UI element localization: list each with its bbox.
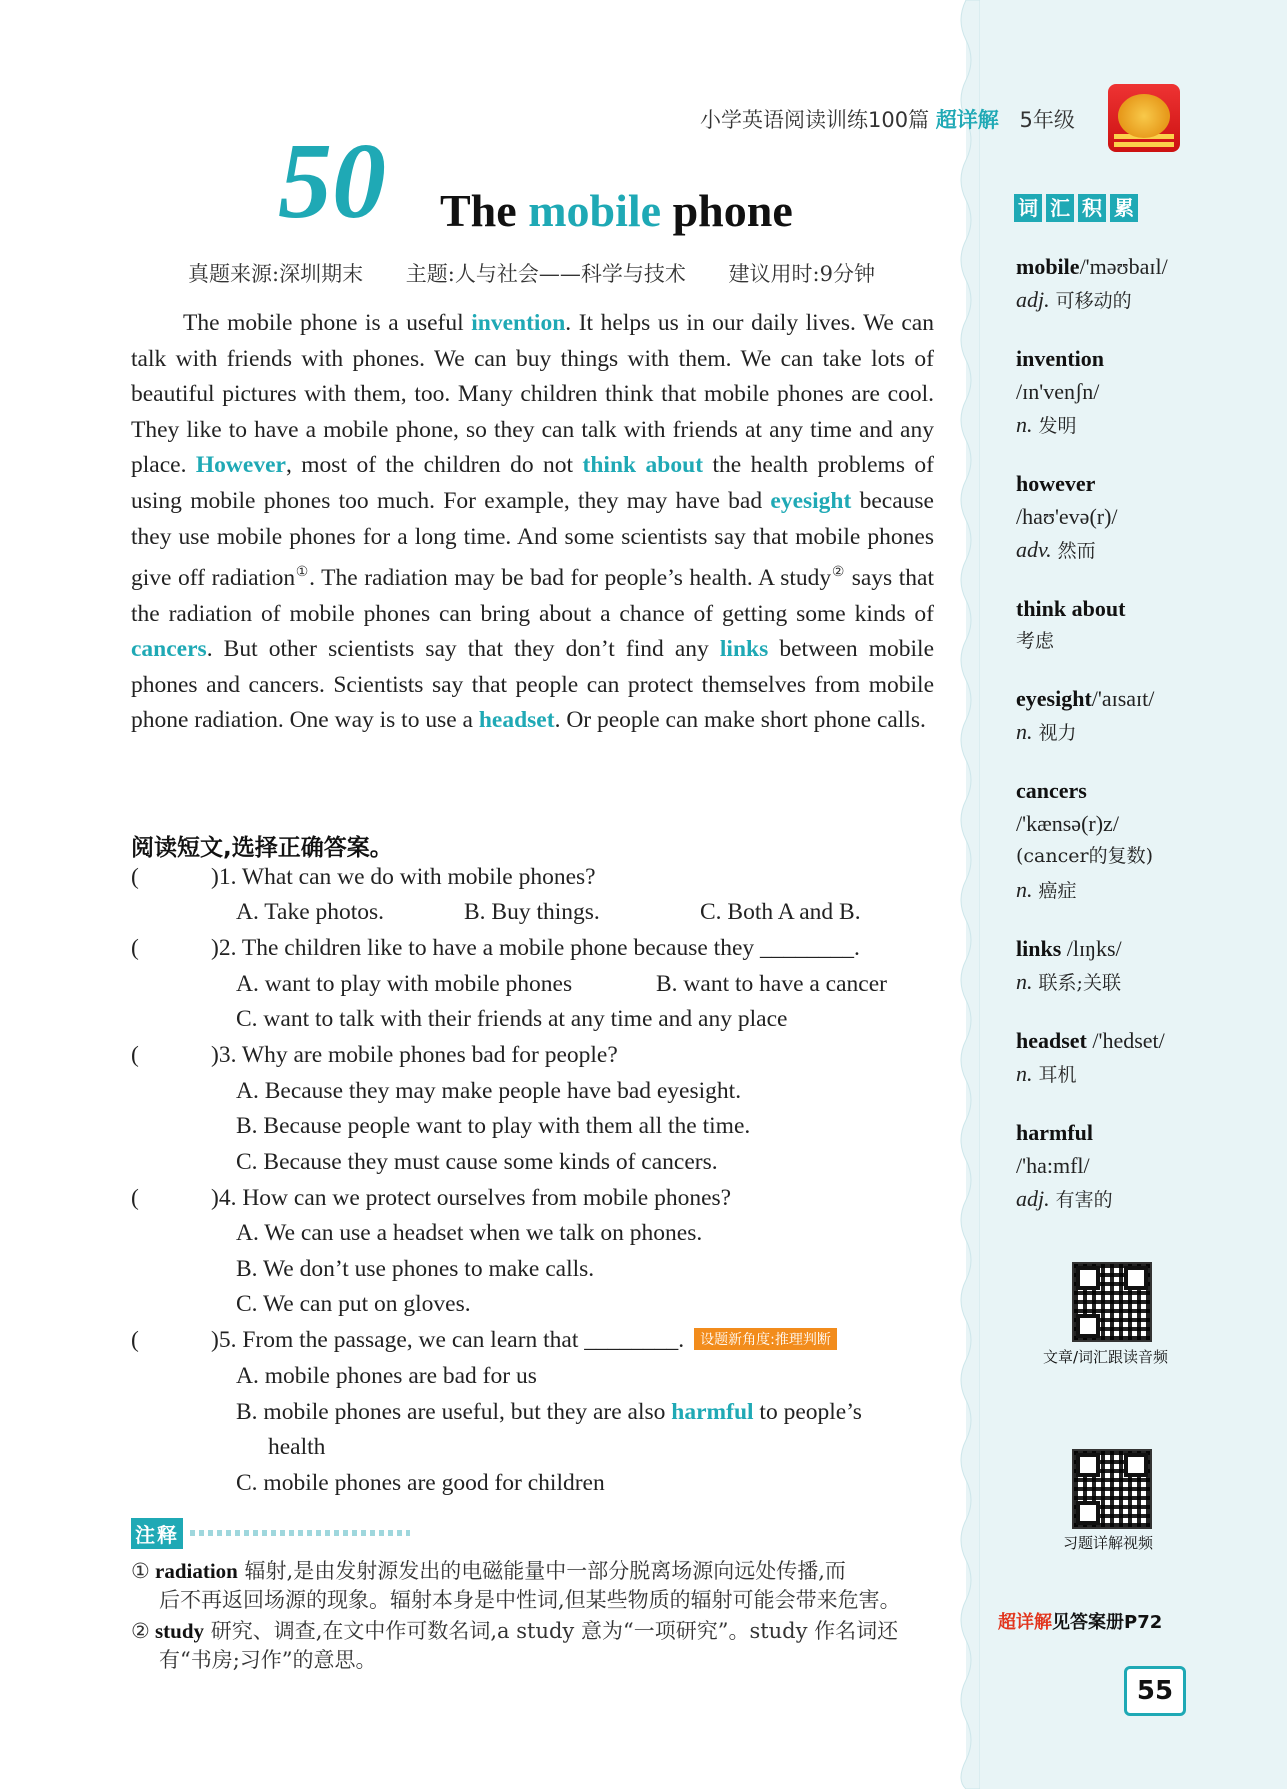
question-3: ( )3. Why are mobile phones bad for people? <box>131 1042 618 1068</box>
answer-reference: 超详解见答案册P72 <box>998 1612 1163 1633</box>
q1-option-a: A. Take photos. <box>236 899 385 925</box>
vocab-entry: think about 考虑 <box>1016 596 1126 652</box>
q4-option-c: C. We can put on gloves. <box>236 1291 471 1317</box>
meta-theme: 主题:人与社会——科学与技术 <box>405 262 686 286</box>
q3-option-b: B. Because people want to play with them all the time. <box>236 1113 751 1139</box>
lesson-number: 50 <box>278 122 386 241</box>
lesson-meta <box>188 258 911 288</box>
vocab-entry: however /haʊ'evə(r)/ adv. 然而 <box>1016 471 1118 562</box>
q2-option-c: C. want to talk with their friends at any time and any place <box>236 1006 788 1032</box>
q2-option-b: B. want to have a cancer <box>656 971 887 997</box>
note-2: ② study 研究、调查,在文中作可数名词,a study 意为“一项研究”。study 作名词还 有“书房;习作”的意思。 <box>131 1619 899 1672</box>
question-4: ( )4. How can we protect ourselves from mobile phones? <box>131 1185 732 1211</box>
q5-option-b: B. mobile phones are useful, but they are also harmful to people’s <box>236 1399 862 1425</box>
notes-divider <box>190 1530 410 1536</box>
question-type-badge: 设题新角度:推理判断 <box>694 1328 837 1350</box>
vocab-entry: invention /ɪn'venʃn/ n. 发明 <box>1016 346 1105 437</box>
book-header <box>700 104 1075 134</box>
q2-option-a: A. want to play with mobile phones <box>236 971 573 997</box>
vocab-entry: harmful /'ha:mfl/ adj. 有害的 <box>1016 1120 1113 1211</box>
sidebar-wave-edge <box>952 0 980 1789</box>
grade-label: 5年级 <box>1019 108 1075 132</box>
q4-option-a: A. We can use a headset when we talk on phones. <box>236 1220 703 1246</box>
q5-option-b-cont: health <box>268 1434 326 1460</box>
notes-label: 注释 <box>131 1518 183 1549</box>
meta-source: 真题来源:深圳期末 <box>188 262 364 286</box>
vocab-entry: cancers /'kænsə(r)z/ (cancer的复数) n. 癌症 <box>1016 778 1153 902</box>
note-1: ① radiation 辐射,是由发射源发出的电磁能量中一部分脱离场源向远处传播,而 后不再返回场源的现象。辐射本身是中性词,但某些物质的辐射可能会带来危害。 <box>131 1559 901 1612</box>
question-2: ( )2. The children like to have a mobile phone because they ________. <box>131 935 860 961</box>
question-instruction: 阅读短文,选择正确答案。 <box>131 835 393 861</box>
vocab-list <box>1016 250 1276 1241</box>
question-1: ( )1. What can we do with mobile phones? <box>131 864 596 890</box>
video-qr-label: 习题详解视频 <box>1063 1534 1154 1552</box>
lesson-title: The mobile phone <box>440 185 793 236</box>
audio-qr-code-icon[interactable] <box>1072 1262 1152 1342</box>
vocab-entry: mobile/'məʊbaɪl/ adj. 可移动的 <box>1016 254 1168 312</box>
question-5: ( )5. From the passage, we can learn that ________. 设题新角度:推理判断 <box>131 1327 837 1354</box>
audio-qr-label: 文章/词汇跟读音频 <box>1043 1348 1169 1366</box>
q5-option-c: C. mobile phones are good for children <box>236 1470 605 1496</box>
book-title: 小学英语阅读训练100篇 <box>700 108 930 132</box>
vocab-heading: 词 汇 积 累 <box>1014 194 1142 222</box>
footnote-ref-2: ② <box>831 565 846 581</box>
q3-option-c: C. Because they must cause some kinds of cancers. <box>236 1149 718 1175</box>
reading-passage: The mobile phone is a useful invention. It helps us in our daily lives. We can talk with friends with phones. We can buy things with them. We can take lots of beautiful pictures with them, too. Many children think that mobile phones are cool. They like to have a mobile phone, so they can talk with friends at any time and any place. However, most of the children do not think about the health problems of using mobile phones too much. For example, they may have bad eyesight because they use mobile phones for a long time. And some scientists say that mobile phones give off radiation①. The radiation may be bad for people’s health. A study② says that the radiation of mobile phones can bring about a chance of getting some kinds of cancers. But other scientists say that they don’t find any links between mobile phones and cancers. Scientists say that people can protect themselves from mobile phone radiation. One way is to use a headset. Or people can make short phone calls. <box>131 310 934 734</box>
vocab-entry: links /lɪŋks/ n. 联系;关联 <box>1016 936 1122 994</box>
publisher-logo-icon <box>1108 84 1180 152</box>
vocab-entry: eyesight/'aɪsaɪt/ n. 视力 <box>1016 686 1155 744</box>
q1-option-c: C. Both A and B. <box>700 899 861 925</box>
meta-time: 建议用时:9分钟 <box>728 262 875 286</box>
book-brand: 超详解 <box>935 108 999 132</box>
q4-option-b: B. We don’t use phones to make calls. <box>236 1256 595 1282</box>
q3-option-a: A. Because they may make people have bad eyesight. <box>236 1078 742 1104</box>
page-number: 55 <box>1124 1666 1186 1716</box>
q1-option-b: B. Buy things. <box>464 899 600 925</box>
q5-option-a: A. mobile phones are bad for us <box>236 1363 537 1389</box>
vocab-entry: headset /'hedset/ n. 耳机 <box>1016 1028 1165 1086</box>
footnote-ref-1: ① <box>295 565 310 581</box>
video-qr-code-icon[interactable] <box>1072 1449 1152 1529</box>
